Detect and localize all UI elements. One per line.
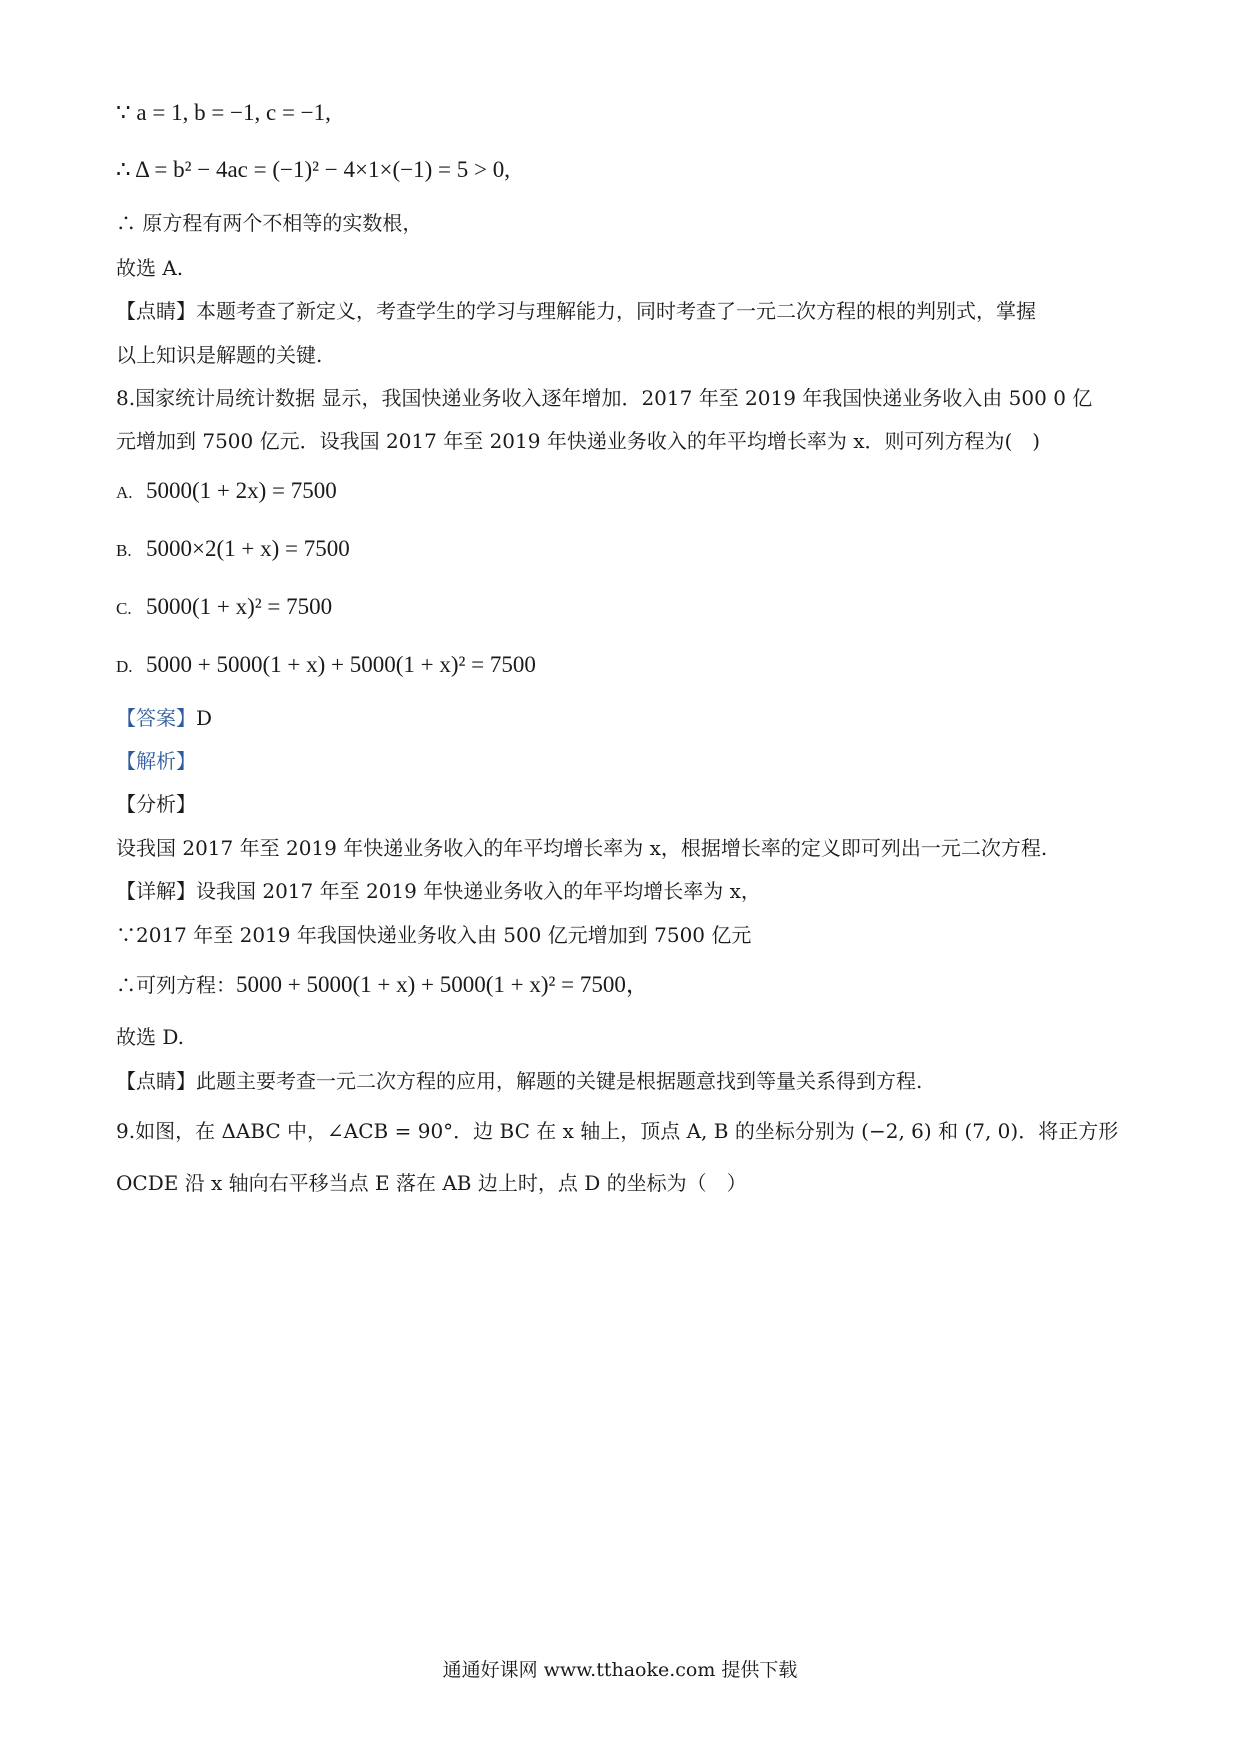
answer-tag: 【答案】 — [116, 706, 196, 730]
option-a-label: A. — [116, 483, 133, 502]
option-d — [116, 650, 536, 682]
option-a-expr: 5000(1 + 2x) = 7500 — [146, 478, 337, 503]
equation-expr: 5000 + 5000(1 + x) + 5000(1 + x)² = 7500， — [236, 972, 649, 997]
dianjing-tag: 【点睛】 — [116, 299, 196, 323]
dianjing-8-line — [116, 1066, 922, 1096]
option-c — [116, 592, 332, 624]
because-line: ∵2017 年至 2019 年我国快递业务收入由 500 亿元增加到 7500 亿元 — [116, 923, 752, 947]
option-b — [116, 534, 350, 566]
answer-line — [116, 703, 212, 733]
page-footer: 通通好课网 www.tthaoke.com 提供下载 — [442, 1659, 798, 1681]
option-d-label: D. — [116, 657, 133, 676]
line-dianjing-7-cont: 以上知识是解题的关键. — [116, 343, 323, 367]
option-a — [116, 476, 337, 508]
line-choose-a: 故选 A. — [116, 256, 184, 280]
line-given-coefficients: ∵ a = 1, b = −1, c = −1, — [116, 100, 331, 125]
question-8-line-2: 元增加到 7500 亿元．设我国 2017 年至 2019 年快递业务收入的年平均增长率为 x．则可列方程为( ) — [116, 429, 1041, 453]
dianjing-8-text: 此题主要考查一元二次方程的应用，解题的关键是根据题意找到等量关系得到方程. — [196, 1069, 923, 1093]
fenxi-text: 设我国 2017 年至 2019 年快递业务收入的年平均增长率为 x，根据增长率的定义即可列出一元二次方程. — [116, 836, 1048, 860]
xiangjie-line — [116, 876, 761, 906]
choose-d-line: 故选 D. — [116, 1025, 185, 1049]
option-c-expr: 5000(1 + x)² = 7500 — [146, 594, 333, 619]
option-c-label: C. — [116, 599, 132, 618]
line-conclusion-roots: ∴ 原方程有两个不相等的实数根， — [116, 211, 423, 235]
xiangjie-tag: 【详解】 — [116, 879, 196, 903]
dianjing-text: 本题考查了新定义，考查学生的学习与理解能力，同时考查了一元二次方程的根的判别式，掌握 — [196, 299, 1036, 323]
option-b-expr: 5000×2(1 + x) = 7500 — [146, 536, 350, 561]
analysis-tag: 【解析】 — [116, 749, 196, 773]
option-d-expr: 5000 + 5000(1 + x) + 5000(1 + x)² = 7500 — [146, 652, 536, 677]
answer-value: D — [196, 706, 213, 730]
fenxi-tag: 【分析】 — [116, 792, 196, 816]
equation-line — [116, 970, 649, 1000]
line-dianjing-7 — [116, 296, 1036, 326]
line-discriminant: ∴ Δ = b² − 4ac = (−1)² − 4×1×(−1) = 5 > 0, — [116, 157, 510, 182]
xiangjie-text: 设我国 2017 年至 2019 年快递业务收入的年平均增长率为 x， — [196, 879, 761, 903]
equation-prefix: ∴可列方程： — [116, 973, 236, 997]
option-b-label: B. — [116, 541, 132, 560]
question-9-line-1: 9.如图，在 ΔABC 中，∠ACB = 90°．边 BC 在 x 轴上，顶点 A, B 的坐标分别为 (−2, 6) 和 (7, 0)．将正方形 — [116, 1119, 1119, 1143]
question-8-line-1: 8.国家统计局统计数据 显示，我国快递业务收入逐年增加．2017 年至 2019 年我国快递业务收入由 500 0 亿 — [116, 386, 1093, 410]
dianjing-8-tag: 【点睛】 — [116, 1069, 196, 1093]
question-9-line-2: OCDE 沿 x 轴向右平移当点 E 落在 AB 边上时，点 D 的坐标为（ ） — [116, 1171, 747, 1195]
